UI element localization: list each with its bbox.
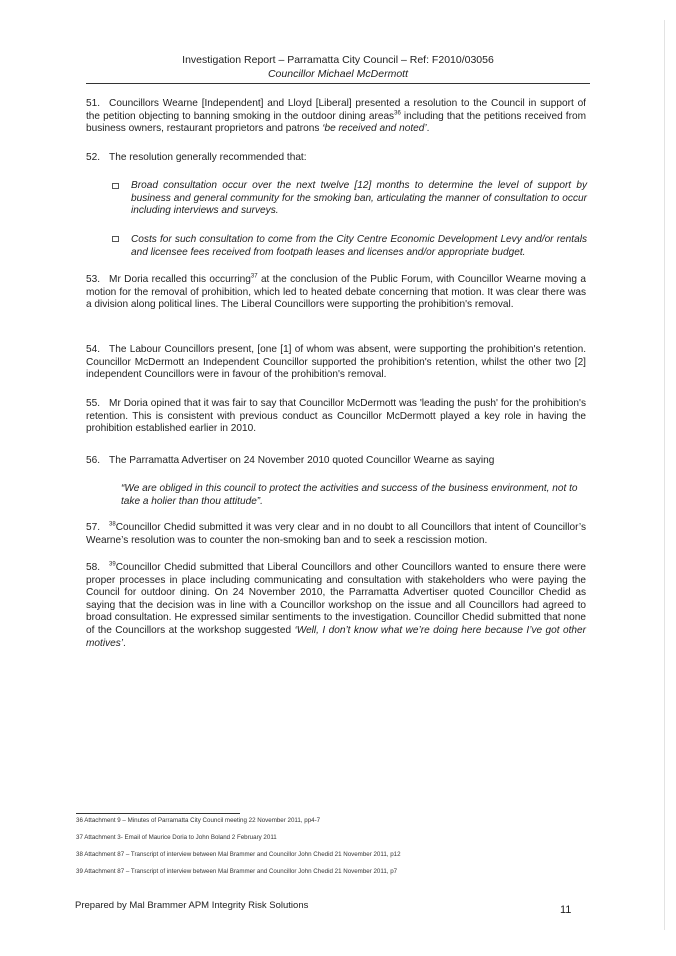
report-header-subject: Councillor Michael McDermott	[267, 68, 409, 80]
paragraph-text: The Parramatta Advertiser on 24 November 2010 quoted Councillor Wearne as saying	[109, 455, 495, 466]
paragraph-text: Mr Doria recalled this occurring	[109, 274, 251, 285]
footnote-ref: 37	[250, 273, 258, 280]
paragraph-58	[86, 562, 586, 650]
footnote-ref: 38	[109, 521, 116, 528]
paragraph-text: including that the petitions received from business owners, restaurant proprietors and patrons	[86, 110, 586, 135]
paragraph-number: 53.	[86, 274, 101, 285]
paragraph-57	[86, 522, 586, 547]
paragraph-text: The resolution generally recommended that:	[109, 152, 307, 163]
paragraph-text: Councillors Wearne [Independent] and Lloyd [Liberal] presented a resolution to the Council in support of the petition objecting to banning smoking in the outdoor dining areas	[86, 98, 586, 122]
paragraph-text: at the conclusion of the Public Forum, with Councillor Wearne moving a motion for the removal of prohibition, which led to heated debate concerning that motion. It was clear there was a division along political lines. The Liberal Councillors were supporting the prohibition's removal.	[86, 274, 586, 311]
page-number: 11	[560, 904, 572, 916]
bullet-item: Costs for such consultation to come from the City Centre Economic Development Levy and/or rentals and licensee fees received from footpath leases and licenses and/or appropriate budget.	[131, 234, 587, 258]
bullet-item: Broad consultation occur over the next twelve [12] months to determine the level of support by business and general community for the smoking ban, articulating the manner of consultation to occur including interviews and surveys.	[131, 180, 587, 217]
paragraph-number: 56.	[86, 455, 101, 466]
footnote-ref: 39	[109, 561, 116, 568]
block-quote: “We are obliged in this council to protect the activities and success of the business environment, not to take a holier than thou attitude”.	[121, 483, 578, 507]
paragraph-number: 51.	[86, 98, 101, 109]
footnote-39: 39 Attachment 87 – Transcript of interview between Mal Brammer and Councillor John Chedid 21 November 2011, p7	[76, 868, 398, 875]
footnote-36: 36 Attachment 9 – Minutes of Parramatta City Council meeting 22 November 2011, pp4-7	[76, 817, 321, 824]
paragraph-text: Councillor Chedid submitted that Liberal Councillors and other Councillors wanted to ensure there were proper processes in place including communicating and consultation with stakeholders who were paying the Council for outdoor dining. On 24 November 2010, the Parramatta Advertiser quoted Councillor Chedid as saying that the decision was in line with a Councillor workshop on the issue and all Councillors had agreed to broad consultation. He expressed similar sentiments to the investigation. Councillor Chedid submitted that none of the Councillors at the workshop suggested	[86, 562, 586, 636]
paragraph-text: Councillor Chedid submitted it was very clear and in no doubt to all Councillors that intent of Councillor’s Wearne’s resolution was to counter the non-smoking ban and to seek a rescission motion.	[86, 522, 586, 546]
paragraph-number: 57.	[86, 522, 101, 533]
paragraph-quote: ‘Well, I don’t know what we’re doing here because I’ve got other motives’	[86, 624, 586, 649]
header-rule	[86, 83, 590, 84]
paragraph-56	[86, 455, 586, 468]
bullet-icon	[112, 236, 119, 242]
paragraph-text: The Labour Councillors present, [one [1] of whom was absent, were supporting the prohibition's retention. Councillor McDermott an Independent Councillor supported the prohibition's retention, whilst the other two [2] independent Councillors were in favour of the prohibition's removal.	[86, 344, 586, 381]
footnote-37: 37 Attachment 3- Email of Maurice Doria to John Boland 2 February 2011	[76, 834, 277, 841]
paragraph-quote: ‘be received and noted’	[322, 123, 427, 135]
paragraph-54	[86, 344, 586, 382]
paragraph-text: .	[123, 637, 126, 649]
paragraph-number: 58.	[86, 562, 101, 573]
paragraph-51	[86, 98, 586, 136]
footnote-ref: 36	[394, 110, 401, 117]
paragraph-text: .	[426, 123, 430, 135]
paragraph-text: Mr Doria opined that it was fair to say that Councillor McDermott was 'leading the push' for the prohibition's retention. This is consistent with previous conduct as Councillor McDermott played a key role in having the prohibition established earlier in 2010.	[86, 398, 586, 435]
report-header-title: Investigation Report – Parramatta City Council – Ref: F2010/03056	[182, 54, 494, 66]
footer-prepared-by: Prepared by Mal Brammer APM Integrity Risk Solutions	[75, 900, 309, 911]
footnote-rule	[76, 813, 240, 814]
paragraph-number: 54.	[86, 344, 101, 355]
paragraph-number: 55.	[86, 398, 101, 409]
paragraph-53	[86, 274, 586, 312]
scan-edge-line	[664, 20, 665, 930]
paragraph-52	[86, 152, 586, 165]
bullet-icon	[112, 183, 119, 189]
paragraph-55	[86, 398, 586, 436]
paragraph-number: 52.	[86, 152, 101, 163]
footnote-38: 38 Attachment 87 – Transcript of interview between Mal Brammer and Councillor John Chedid 21 November 2011, p12	[76, 851, 401, 858]
